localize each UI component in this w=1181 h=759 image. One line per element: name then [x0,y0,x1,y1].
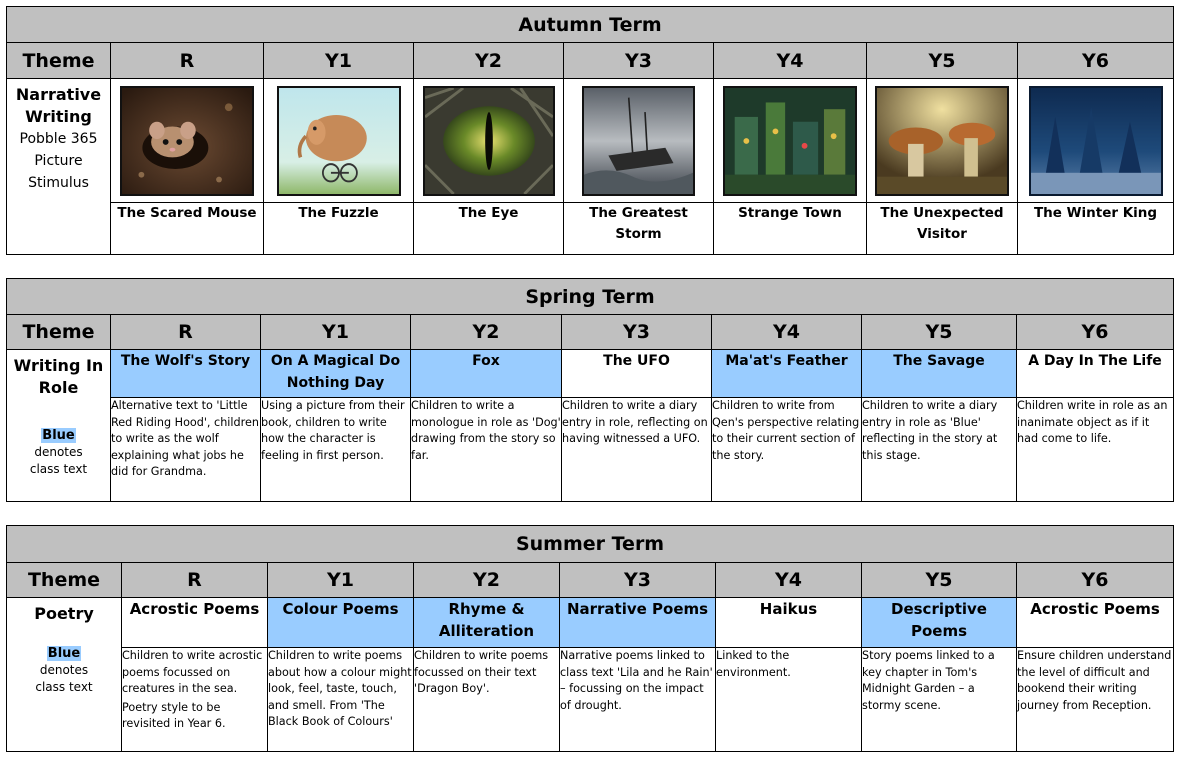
summer-year-header: Y6 [1017,563,1174,598]
unit-name: Acrostic Poems [1017,598,1174,648]
spring-term-table [6,278,1174,502]
summer-year-header: Y3 [560,563,716,598]
unit-description-note: Poetry style to be revisited in Year 6. [122,700,226,730]
mushroom-houses-icon [875,86,1009,196]
spring-year-header: Y4 [712,315,862,350]
picture-caption: The Winter King [1018,203,1174,255]
summer-theme-header: Theme [7,563,122,598]
picture-cell [264,79,414,203]
summer-theme-name: Poetry [34,604,94,623]
summer-year-header: Y2 [414,563,560,598]
picture-caption: The Fuzzle [264,203,414,255]
mouse-photo-icon [120,86,254,196]
winter-forest-icon [1029,86,1163,196]
class-text-key [7,645,121,696]
unit-description: Ensure children understand the level of difficult and bookend their writing journey from Reception. [1017,648,1174,752]
unit-description: Children write in role as an inanimate object as if it had come to life. [1017,398,1174,502]
summer-theme-cell [7,598,122,752]
picture-caption: The Scared Mouse [111,203,264,255]
shipwreck-storm-icon [582,86,695,196]
unit-name: A Day In The Life [1017,350,1174,398]
unit-name: The Savage [862,350,1017,398]
class-text-key-blue: Blue [47,646,81,661]
summer-year-header: Y4 [716,563,862,598]
unit-description: Children to write from Qen's perspective relating to their current section of the story. [712,398,862,502]
spring-year-header: Y5 [862,315,1017,350]
summer-year-header: Y1 [268,563,414,598]
spring-year-header: Y6 [1017,315,1174,350]
spring-year-header: Y2 [411,315,562,350]
spring-year-header: R [111,315,261,350]
autumn-term-table [6,6,1174,255]
unit-name: Descriptive Poems [862,598,1017,648]
picture-cell [564,79,714,203]
autumn-year-header: Y4 [714,43,867,79]
summer-term-title: Summer Term [7,526,1174,563]
spring-theme-cell [7,350,111,502]
unit-description: Children to write poems focussed on their text 'Dragon Boy'. [414,648,560,752]
unit-name: Acrostic Poems [122,598,268,648]
summer-year-header: R [122,563,268,598]
unit-name: Fox [411,350,562,398]
autumn-year-header: Y2 [414,43,564,79]
unit-name: The UFO [562,350,712,398]
autumn-year-header: R [111,43,264,79]
summer-term-table [6,525,1174,752]
picture-cell [714,79,867,203]
autumn-year-header: Y1 [264,43,414,79]
autumn-theme-cell [7,79,111,255]
class-text-key-label: denotes class text [29,445,88,476]
summer-year-header: Y5 [862,563,1017,598]
reptile-eye-icon [423,86,555,196]
autumn-term-title: Autumn Term [7,7,1174,43]
unit-name: Narrative Poems [560,598,716,648]
autumn-year-header: Y5 [867,43,1018,79]
class-text-key-blue: Blue [42,428,75,443]
unit-description: Alternative text to 'Little Red Riding Hood', children to write as the wolf explaining what jobs he did for Grandma. [111,398,261,502]
picture-caption: The Unexpected Visitor [867,203,1018,255]
unit-name: Ma'at's Feather [712,350,862,398]
unit-name: Colour Poems [268,598,414,648]
unit-name: On A Magical Do Nothing Day [261,350,411,398]
spring-term-title: Spring Term [7,279,1174,315]
unit-description: Linked to the environment. [716,648,862,752]
autumn-year-header: Y3 [564,43,714,79]
picture-caption: The Eye [414,203,564,255]
autumn-theme-name: Narrative Writing [15,85,102,126]
unit-name: Rhyme & Alliteration [414,598,560,648]
picture-cell [1018,79,1174,203]
spring-year-header: Y3 [562,315,712,350]
unit-description: Children to write poems about how a colour might look, feel, taste, touch, and smell. From 'The Black Book of Colours' [268,648,414,752]
class-text-key-label: denotes class text [35,663,93,694]
unit-description: Children to write acrostic poems focussed on creatures in the sea. [122,649,263,695]
unit-description: Using a picture from their book, children to write how the character is feeling in first person. [261,398,411,502]
spring-theme-header: Theme [7,315,111,350]
picture-cell [414,79,564,203]
fuzzy-creature-on-bike-icon [277,86,401,196]
unit-description: Children to write a monologue in role as 'Dog' drawing from the story so far. [411,398,562,502]
unit-name: The Wolf's Story [111,350,261,398]
unit-description: Story poems linked to a key chapter in Tom's Midnight Garden – a stormy scene. [862,648,1017,752]
unit-description: Children to write a diary entry in role, reflecting on having witnessed a UFO. [562,398,712,502]
picture-cell [111,79,264,203]
class-text-key [7,427,110,478]
autumn-theme-header: Theme [7,43,111,79]
picture-cell [867,79,1018,203]
unit-description: Children to write a diary entry in role as 'Blue' reflecting in the story at this stage. [862,398,1017,502]
spring-year-header: Y1 [261,315,411,350]
spring-theme-name: Writing In Role [13,356,104,397]
unit-description-cell [122,648,268,752]
autumn-theme-subtitle: Pobble 365 Picture Stimulus [19,131,98,191]
autumn-year-header: Y6 [1018,43,1174,79]
picture-caption: Strange Town [714,203,867,255]
unit-description: Narrative poems linked to class text 'Lila and he Rain' – focussing on the impact of drought. [560,648,716,752]
fantasy-town-icon [723,86,857,196]
unit-name: Haikus [716,598,862,648]
picture-caption: The Greatest Storm [564,203,714,255]
